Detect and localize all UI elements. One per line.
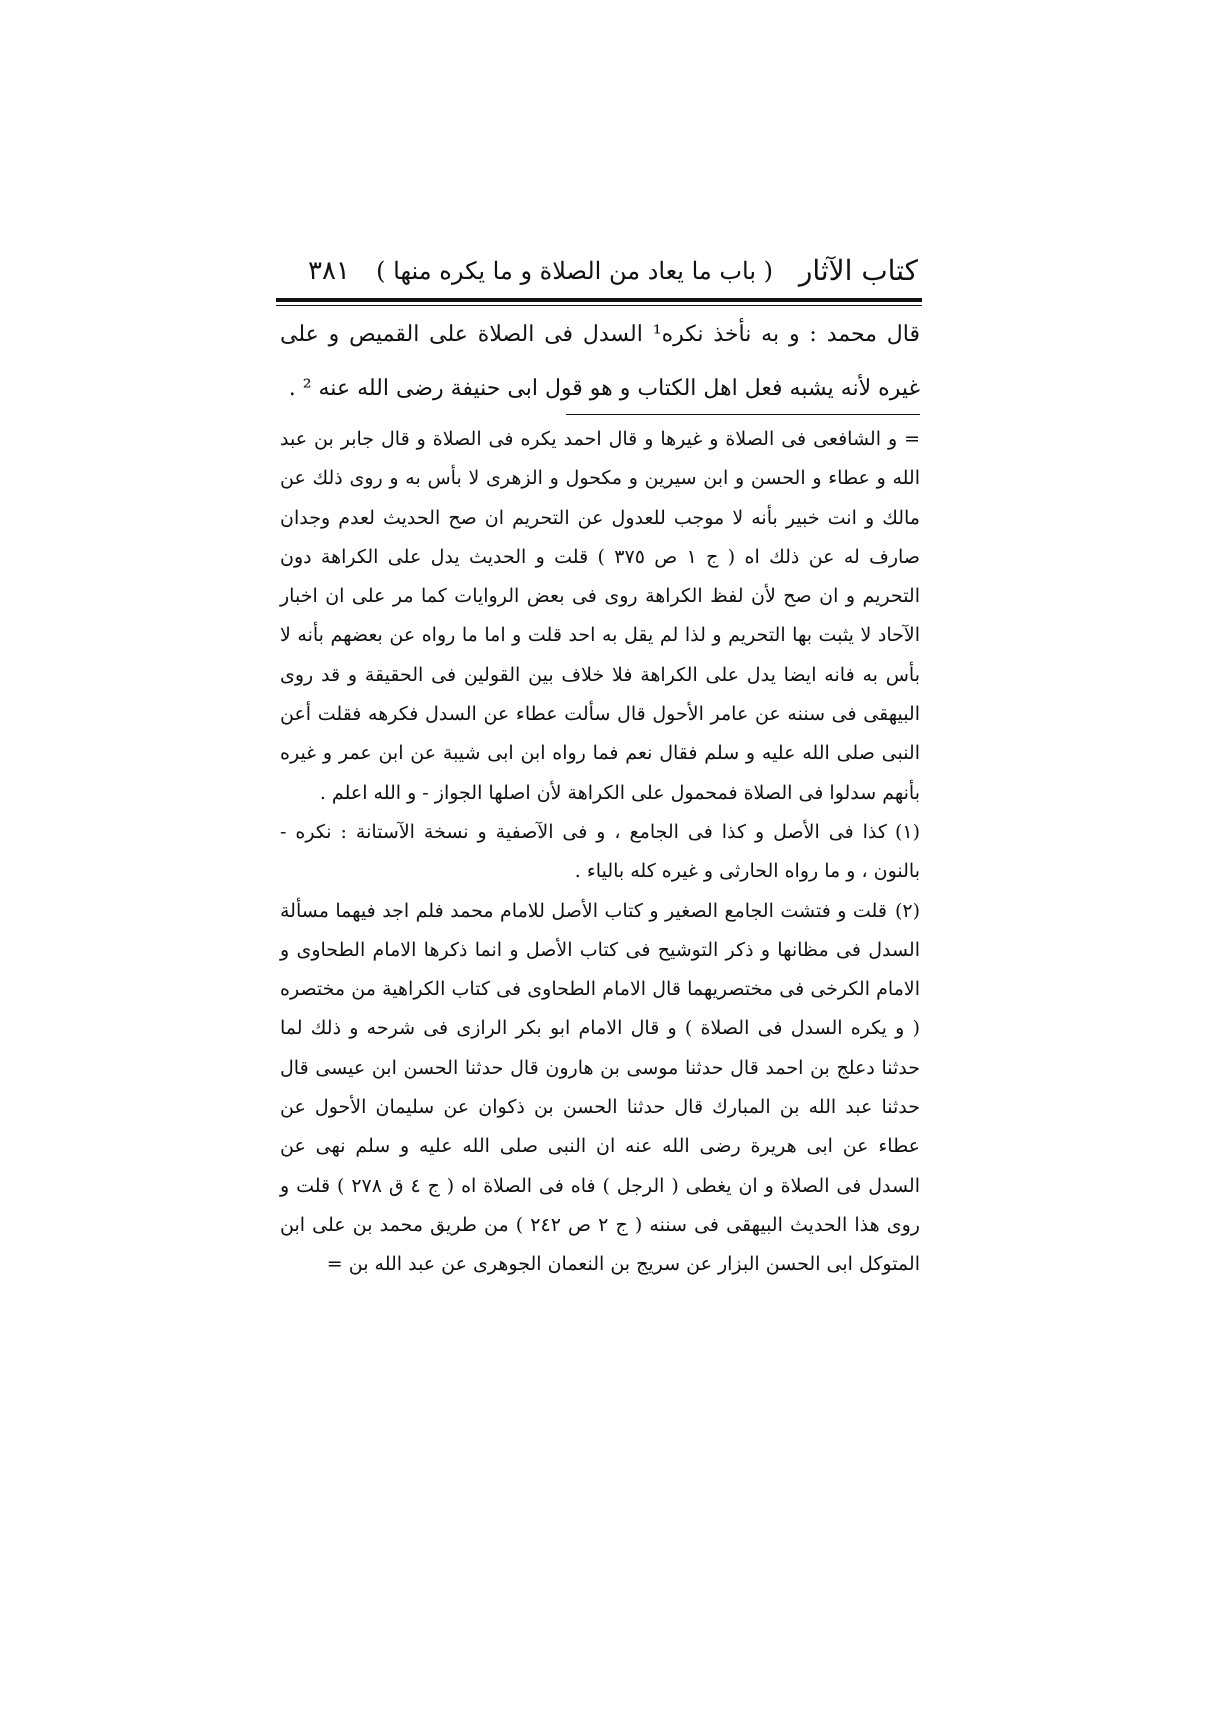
main-paragraph: قال محمد : و به نأخذ نكره¹ السدل فى الصلاة على القميص و على غيره لأنه يشبه فعل اهل الكتاب و هو قول ابى حنيفة رضى الله عنه ² .	[280, 322, 921, 401]
footnote-2	[280, 892, 920, 1285]
chapter-title: ( باب ما يعاد من الصلاة و ما يكره منها )	[376, 257, 773, 285]
page-header	[268, 248, 918, 294]
footnotes-section	[280, 420, 920, 1285]
header-rule-thin	[276, 305, 922, 306]
footnote-text: قلت و فتشت الجامع الصغير و كتاب الأصل للامام محمد فلم اجد فيهما مسألة السدل فى مظانها و ذكر التوشيح فى كتاب الأصل و انما ذكرها الامام الطحاوى و الامام الكرخى فى مختصريهما قال الامام الطحاوى فى كتاب الكراهية من مختصره ( و يكره السدل فى الصلاة ) و قال الامام ابو بكر الرازى فى شرحه و ذلك لما حدثنا دعلج بن احمد قال حدثنا موسى بن هارون قال حدثنا الحسن ابن عيسى قال حدثنا عبد الله بن المبارك قال حدثنا الحسن بن ذكوان عن سليمان الأحول عن عطاء عن ابى هريرة رضى الله عنه ان النبى صلى الله عليه و سلم نهى عن السدل فى الصلاة و ان يغطى ( الرجل ) فاه فى الصلاة اه ( ج ٤ ق ٢٧٨ ) قلت و روى هذا الحديث البيهقى فى سننه ( ج ٢ ص ٢٤٢ ) من طريق محمد بن على ابن المتوكل ابى الحسن البزار عن سريج بن النعمان الجوهرى عن عبد الله بن =	[280, 899, 920, 1276]
footnote-number: (٢)	[894, 899, 920, 922]
continuation-note: = و الشافعى فى الصلاة و غيرها و قال احمد يكره فى الصلاة و قال جابر بن عبد الله و عطاء و الحسن و ابن سيرين و مكحول و الزهرى لا بأس به و روى ذلك عن مالك و انت خبير بأنه لا موجب للعدول عن التحريم ان صح الحديث لعدم وجدان صارف له عن ذلك اه ( ج ١ ص ٣٧٥ ) قلت و الحديث يدل على الكراهة دون التحريم و ان صح لأن لفظ الكراهة روى فى بعض الروايات كما مر على ان اخبار الآحاد لا يثبت بها التحريم و لذا لم يقل به احد قلت و اما ما رواه عن بعضهم بأنه لا بأس به فانه ايضا يدل على الكراهة فلا خلاف بين القولين فى الحقيقة و قد روى البيهقى فى سننه عن عامر الأحول قال سألت عطاء عن السدل فكرهه فقلت أعن النبى صلى الله عليه و سلم فقال نعم فما رواه ابن ابى شيبة عن ابن عمر و غيره بأنهم سدلوا فى الصلاة فمحمول على الكراهة لأن اصلها الجواز - و الله اعلم .	[280, 428, 920, 804]
footnote-separator	[566, 414, 920, 415]
footnote-number: (١)	[894, 820, 920, 843]
footnote-1	[280, 813, 920, 892]
main-text	[280, 308, 920, 416]
page-number: ٣٨١	[308, 256, 350, 286]
book-title: كتاب الآثار	[798, 254, 918, 287]
header-rule	[276, 298, 922, 302]
footnote-text: كذا فى الأصل و كذا فى الجامع ، و فى الآصفية و نسخة الآستانة : نكره - بالنون ، و ما رواه الحارثى و غيره كله بالياء .	[280, 820, 920, 883]
